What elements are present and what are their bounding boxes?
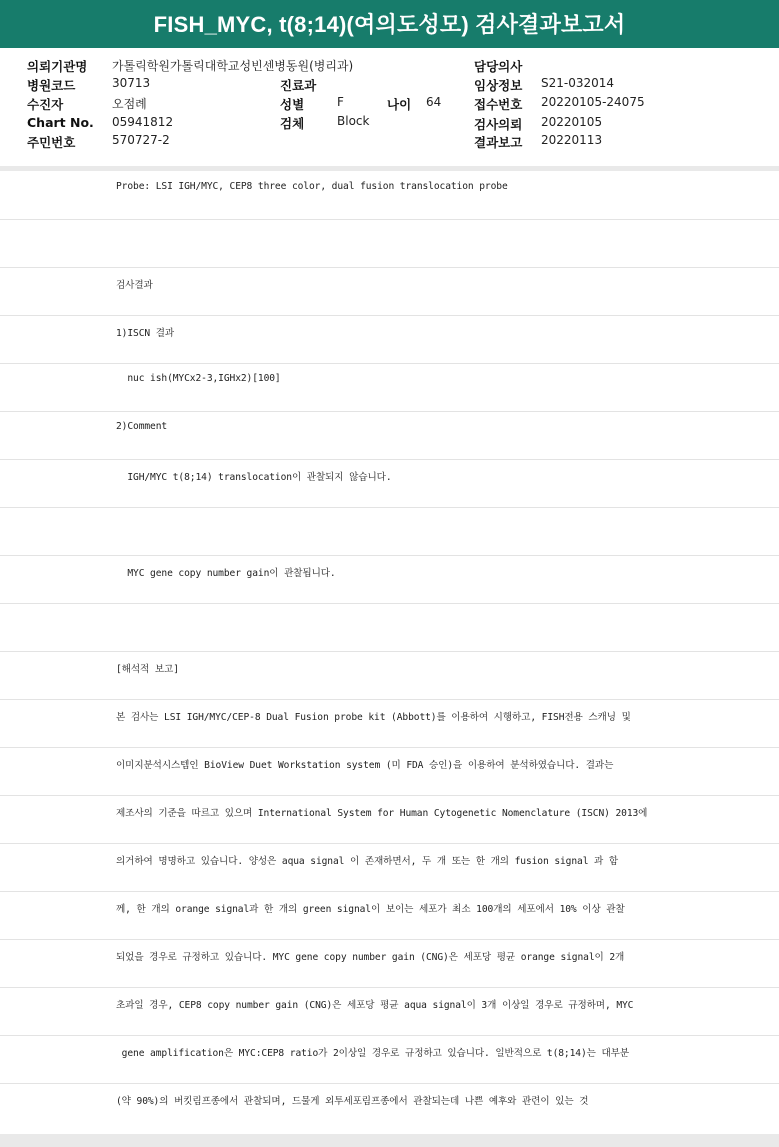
report-line: 2)Comment — [0, 411, 779, 460]
report-line: nuc ish(MYCx2-3,IGHx2)[100] — [0, 363, 779, 412]
report-line: 본 검사는 LSI IGH/MYC/CEP-8 Dual Fusion probe kit (Abbott)를 이용하여 시행하고, FISH전용 스캐닝 및 — [0, 699, 779, 748]
report-line: 초과일 경우, CEP8 copy number gain (CNG)은 세포당 평균 aqua signal이 3개 이상일 경우로 규정하며, MYC — [0, 987, 779, 1036]
age-value: 64 — [426, 95, 442, 109]
recipient-value: 오점례 — [112, 97, 147, 111]
report-line: 제조사의 기준을 따르고 있으며 International System for Human Cytogenetic Nomenclature (ISCN) 2013에 — [0, 795, 779, 844]
report-line: [해석적 보고] — [0, 651, 779, 700]
report-line — [0, 507, 779, 556]
patient-info-header — [0, 48, 779, 168]
report-line — [0, 603, 779, 652]
resident-no-label: 주민번호 — [27, 135, 76, 150]
report-body — [0, 171, 779, 1131]
physician-label: 담당의사 — [474, 59, 523, 74]
report-title: FISH_MYC, t(8;14)(여의도성모) 검사결과보고서 — [0, 0, 779, 48]
receipt-no-label: 접수번호 — [474, 97, 523, 112]
chart-no-value: 05941812 — [112, 115, 174, 129]
specimen-label: 검체 — [280, 116, 305, 131]
result-report-value: 20220113 — [541, 133, 603, 147]
requesting-institution-label: 의뢰기관명 — [27, 59, 88, 74]
test-request-value: 20220105 — [541, 115, 603, 129]
report-line: (약 90%)의 버킷림프종에서 관찰되며, 드물게 외투세포림프종에서 관찰되는데 나쁜 예후와 관련이 있는 것 — [116, 1096, 589, 1107]
report-line: gene amplification은 MYC:CEP8 ratio가 2이상일 경우로 규정하고 있습니다. 일반적으로 t(8;14)는 대부분 — [0, 1035, 779, 1084]
report-line: 이미지분석시스템인 BioView Duet Workstation system (미 FDA 승인)을 이용하여 분석하였습니다. 결과는 — [0, 747, 779, 796]
hospital-code-value: 30713 — [112, 76, 151, 90]
specimen-value: Block — [337, 114, 370, 128]
requesting-institution-value: 가톨릭학원가톨릭대학교성빈센병동원(병리과) — [112, 59, 354, 73]
footer-divider — [0, 1134, 779, 1147]
report-line: Probe: LSI IGH/MYC, CEP8 three color, dual fusion translocation probe — [0, 171, 779, 220]
clinical-info-label: 임상정보 — [474, 78, 523, 93]
report-line: 1)ISCN 결과 — [0, 315, 779, 364]
sex-value: F — [337, 95, 344, 109]
report-line: 께, 한 개의 orange signal과 한 개의 green signal이 보이는 세포가 최소 100개의 세포에서 10% 이상 관찰 — [0, 891, 779, 940]
result-report-label: 결과보고 — [474, 135, 523, 150]
clinical-info-value: S21-032014 — [541, 76, 615, 90]
age-label: 나이 — [387, 97, 412, 112]
report-line: 검사결과 — [0, 267, 779, 316]
report-line: MYC gene copy number gain이 관찰됩니다. — [0, 555, 779, 604]
resident-no-value: 570727-2 — [112, 133, 170, 147]
recipient-label: 수진자 — [27, 97, 64, 112]
report-line: 의거하여 명명하고 있습니다. 양성은 aqua signal 이 존재하면서, 두 개 또는 한 개의 fusion signal 과 함 — [0, 843, 779, 892]
report-line: IGH/MYC t(8;14) translocation이 관찰되지 않습니다. — [0, 459, 779, 508]
department-label: 진료과 — [280, 78, 317, 93]
receipt-no-value: 20220105-24075 — [541, 95, 645, 109]
report-line: 되었을 경우로 규정하고 있습니다. MYC gene copy number gain (CNG)은 세포당 평균 orange signal이 2개 — [0, 939, 779, 988]
hospital-code-label: 병원코드 — [27, 78, 76, 93]
chart-no-label: Chart No. — [27, 115, 94, 130]
report-line — [0, 219, 779, 268]
sex-label: 성별 — [280, 97, 305, 112]
test-request-label: 검사의뢰 — [474, 117, 523, 132]
